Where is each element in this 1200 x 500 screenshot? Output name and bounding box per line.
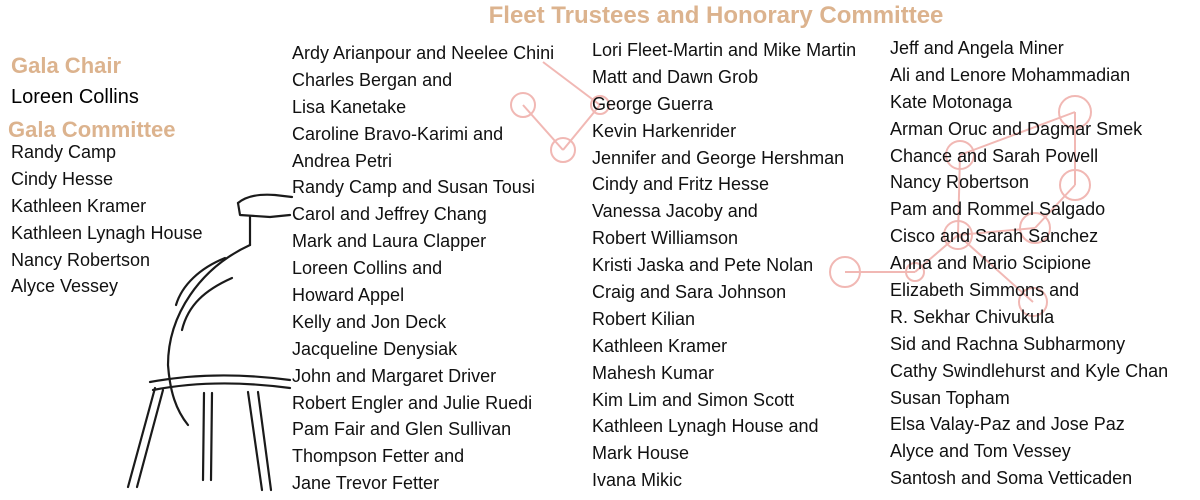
list-item: Elsa Valay-Paz and Jose Paz [890, 414, 1125, 435]
gala-chair-heading: Gala Chair [11, 53, 122, 78]
list-item: Robert Kilian [592, 308, 696, 329]
list-item: Ali and Lenore Mohammadian [890, 64, 1131, 85]
list-item: Craig and Sara Johnson [592, 282, 787, 303]
list-item: Kathleen Lynagh House [11, 222, 203, 243]
list-item: Mark House [592, 443, 690, 464]
list-item: Randy Camp [11, 142, 117, 162]
list-item: Alyce and Tom Vessey [890, 441, 1071, 462]
list-item: Cindy and Fritz Hesse [592, 174, 770, 195]
gala-committee-list [11, 139, 202, 300]
list-item: Kim Lim and Simon Scott [592, 389, 795, 410]
list-item: Sid and Rachna Subharmony [890, 333, 1126, 354]
list-item: Arman Oruc and Dagmar Smek [890, 118, 1143, 139]
list-item: Cindy Hesse [11, 168, 114, 189]
trustees-column-1 [292, 40, 554, 497]
list-item: Susan Topham [890, 387, 1010, 408]
list-item: Anna and Mario Scipione [890, 253, 1092, 274]
list-item: Andrea Petri [292, 150, 393, 171]
list-item: Pam and Rommel Salgado [890, 199, 1106, 220]
list-item: Nancy Robertson [11, 249, 151, 270]
list-item: R. Sekhar Chivukula [890, 306, 1055, 327]
list-item: Chance and Sarah Powell [890, 145, 1099, 166]
list-item: Kathleen Kramer [592, 335, 728, 356]
list-item: Charles Bergan and [292, 69, 453, 90]
list-item: Mark and Laura Clapper [292, 231, 487, 252]
list-item: Lori Fleet-Martin and Mike Martin [592, 40, 857, 60]
list-item: Caroline Bravo-Karimi and [292, 123, 504, 144]
list-item: Jacqueline Denysiak [292, 338, 458, 359]
list-item: Elizabeth Simmons and [890, 280, 1080, 301]
list-item: Pam Fair and Glen Sullivan [292, 419, 512, 440]
list-item: Alyce Vessey [11, 276, 119, 297]
gala-chair-name: Loreen Collins [11, 86, 139, 108]
list-item: Howard Appel [292, 285, 405, 306]
trustees-column-2 [592, 37, 856, 494]
list-item: Kathleen Kramer [11, 195, 147, 216]
list-item: Cisco and Sarah Sanchez [890, 226, 1099, 247]
list-item: Ardy Arianpour and Neelee Chini [292, 43, 555, 63]
list-item: Santosh and Soma Vetticaden [890, 468, 1133, 489]
gala-committee-heading: Gala Committee [8, 117, 176, 142]
list-item: Ivana Mikic [592, 470, 683, 491]
list-item: Loreen Collins and [292, 258, 443, 279]
list-item: Jeff and Angela Miner [890, 38, 1064, 58]
list-item: Kelly and Jon Deck [292, 311, 447, 332]
list-item: Robert Williamson [592, 228, 739, 249]
list-item: Mahesh Kumar [592, 362, 715, 383]
list-item: Cathy Swindlehurst and Kyle Chan [890, 360, 1169, 381]
list-item: Kristi Jaska and Pete Nolan [592, 255, 814, 276]
list-item: Kevin Harkenrider [592, 120, 737, 141]
trustees-column-3 [890, 35, 1168, 492]
list-item: Matt and Dawn Grob [592, 66, 759, 87]
list-item: John and Margaret Driver [292, 365, 497, 386]
page-title: Fleet Trustees and Honorary Committee [488, 2, 944, 29]
list-item: Lisa Kanetake [292, 96, 407, 117]
list-item: Kathleen Lynagh House and [592, 416, 819, 437]
list-item: Jane Trevor Fetter [292, 473, 440, 494]
list-item: Vanessa Jacoby and [592, 201, 758, 222]
list-item: Jennifer and George Hershman [592, 147, 845, 168]
list-item: Randy Camp and Susan Tousi [292, 177, 535, 198]
list-item: Robert Engler and Julie Ruedi [292, 392, 533, 413]
list-item: Kate Motonaga [890, 91, 1013, 112]
list-item: Thompson Fetter and [292, 446, 465, 467]
list-item: George Guerra [592, 93, 714, 114]
list-item: Nancy Robertson [890, 172, 1030, 193]
list-item: Carol and Jeffrey Chang [292, 204, 487, 225]
